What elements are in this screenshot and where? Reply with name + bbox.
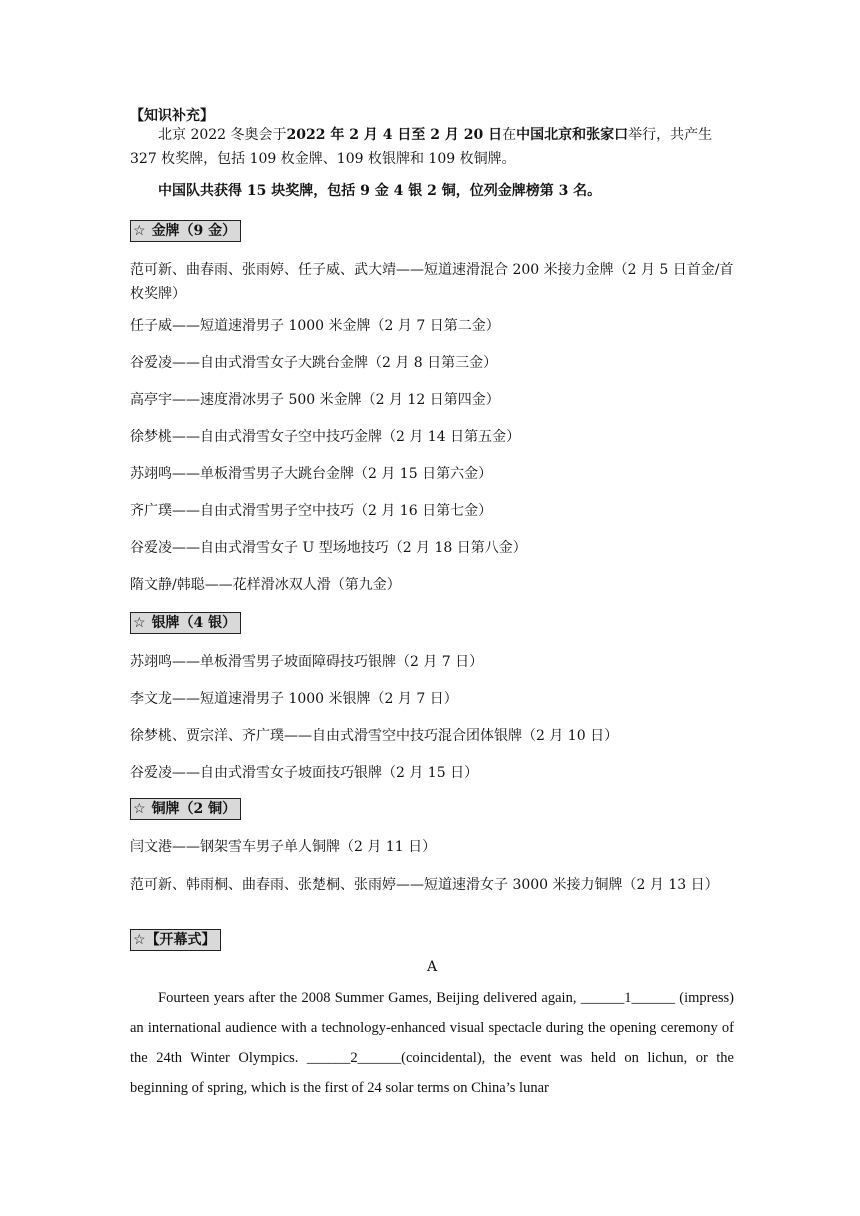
passage-text: Fourteen years after the 2008 Summer Games, Beijing delivered again, ______1______ (impress) an international audience with a technology-enhanced visual spectacle during the opening ceremony of the 24th Winter Olympics. ______2______(coincidental), the event was held on lichun, or the beginning of spring, which is the first of 24 solar terms on China’s lunar: [130, 990, 734, 1096]
gold-item: 谷爱凌——自由式滑雪女子大跳台金牌（2 月 8 日第三金）: [130, 355, 498, 371]
silver-item: 徐梦桃、贾宗洋、齐广璞——自由式滑雪空中技巧混合团体银牌（2 月 10 日）: [130, 728, 619, 744]
intro-place: 中国北京和张家口: [516, 127, 629, 143]
gold-item: 苏翊鸣——单板滑雪男子大跳台金牌（2 月 15 日第六金）: [130, 466, 493, 482]
gold-item: 隋文静/韩聪——花样滑冰双人滑（第九金）: [130, 577, 401, 593]
bronze-item: 范可新、韩雨桐、曲春雨、张楚桐、张雨婷——短道速滑女子 3000 米接力铜牌（2 月 13 日）: [130, 877, 719, 893]
silver-item: 李文龙——短道速滑男子 1000 米银牌（2 月 7 日）: [130, 691, 458, 707]
bronze-header-label: 铜牌（2 铜）: [151, 801, 237, 817]
intro-dates: 2022 年 2 月 4 日至 2 月 20 日: [286, 127, 503, 143]
star-icon: ☆: [133, 615, 146, 631]
intro-paragraph: [130, 123, 734, 171]
gold-item: 齐广璞——自由式滑雪男子空中技巧（2 月 16 日第七金）: [130, 503, 493, 519]
passage-letter: A: [426, 959, 438, 975]
opening-ceremony-header: [130, 929, 221, 951]
china-medal-summary: 中国队共获得 15 块奖牌，包括 9 金 4 银 2 铜，位列金牌榜第 3 名。: [158, 183, 602, 199]
gold-item: 范可新、曲春雨、张雨婷、任子威、武大靖——短道速滑混合 200 米接力金牌（2 月 5 日首金/首枚奖牌）: [130, 262, 734, 302]
opening-header-label: 【开幕式】: [145, 932, 216, 948]
gold-medals-header: [130, 220, 241, 242]
silver-item: 谷爱凌——自由式滑雪女子坡面技巧银牌（2 月 15 日）: [130, 765, 479, 781]
bronze-medals-header: [130, 798, 241, 820]
section-title: 【知识补充】: [130, 108, 214, 124]
gold-item: 高亭宇——速度滑冰男子 500 米金牌（2 月 12 日第四金）: [130, 392, 500, 408]
intro-text-a: 北京 2022 冬奥会于: [158, 127, 287, 143]
silver-item: 苏翊鸣——单板滑雪男子坡面障碍技巧银牌（2 月 7 日）: [130, 654, 484, 670]
star-icon: ☆: [133, 801, 146, 817]
star-icon: ☆: [133, 223, 146, 239]
silver-medals-header: [130, 612, 241, 634]
gold-item: 谷爱凌——自由式滑雪女子 U 型场地技巧（2 月 18 日第八金）: [130, 540, 527, 556]
intro-text-b: 在: [502, 127, 517, 143]
gold-item: 徐梦桃——自由式滑雪女子空中技巧金牌（2 月 14 日第五金）: [130, 429, 521, 445]
intro-text-c: 举行，共产生 327 枚奖牌，包括 109 枚金牌、109 枚银牌和 109 枚铜牌。: [130, 127, 713, 167]
silver-header-label: 银牌（4 银）: [151, 615, 237, 631]
gold-item: 任子威——短道速滑男子 1000 米金牌（2 月 7 日第二金）: [130, 318, 500, 334]
bronze-item: 闫文港——钢架雪车男子单人铜牌（2 月 11 日）: [130, 839, 437, 855]
gold-header-label: 金牌（9 金）: [151, 223, 237, 239]
star-icon: ☆: [133, 932, 146, 948]
